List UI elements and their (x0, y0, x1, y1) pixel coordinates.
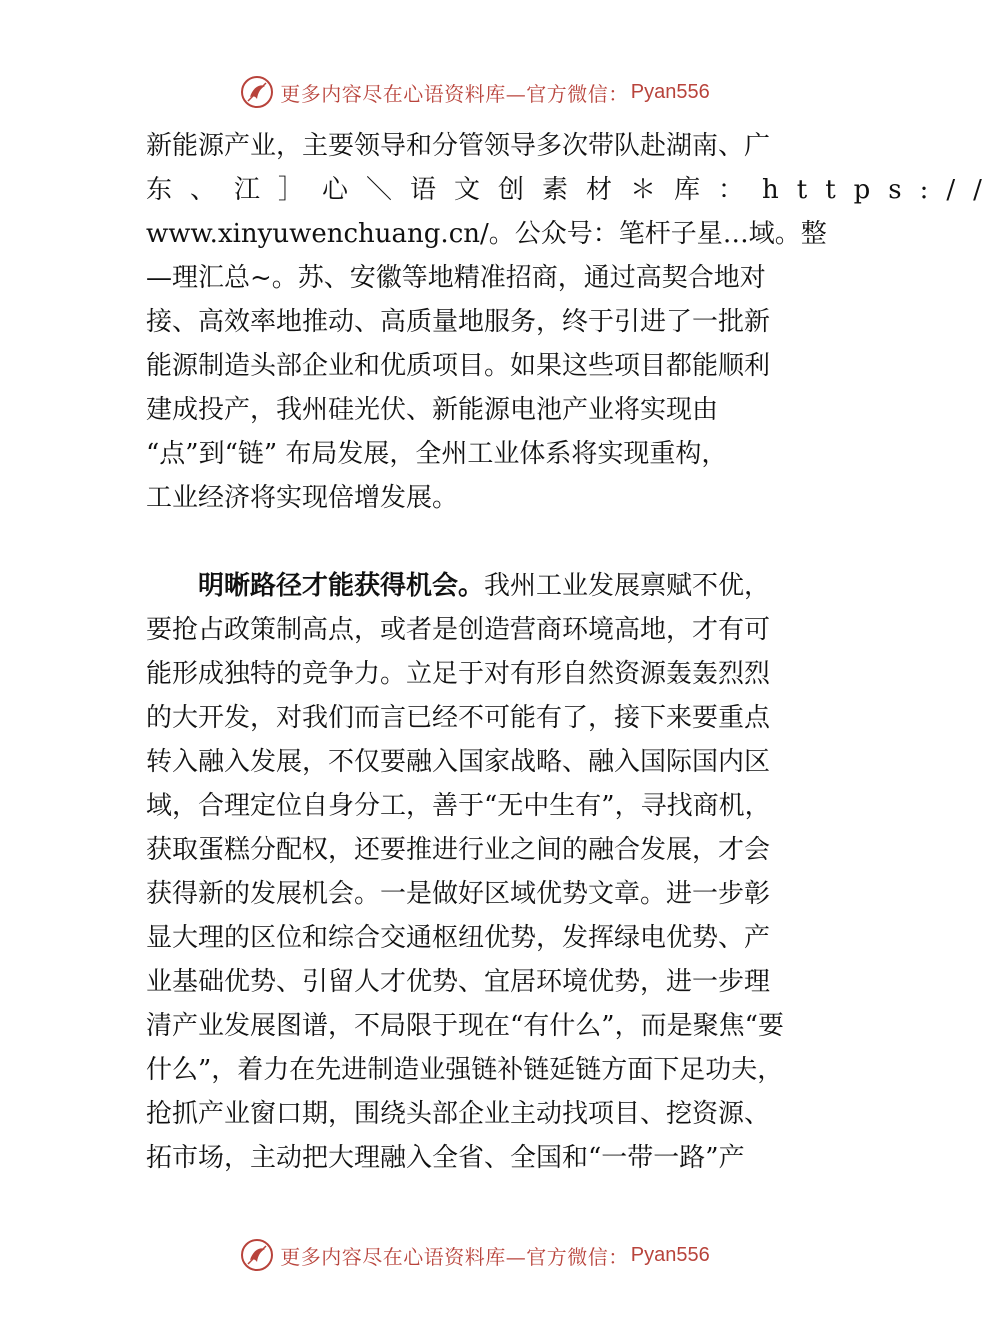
footer-banner (0, 1233, 950, 1277)
text-line: 能源制造头部企业和优质项目。如果这些项目都能顺利 (146, 351, 771, 381)
logo-icon (240, 1238, 274, 1272)
text-line: 什么”，着力在先进制造业强链补链延链方面下足功夫， (146, 1055, 784, 1085)
text-line: 业基础优势、引留人才优势、宜居环境优势，进一步理 (146, 967, 771, 997)
text-line: 要抢占政策制高点，或者是创造营商环境高地，才有可 (146, 615, 771, 645)
banner-account: Pyan556 (630, 80, 710, 103)
text-line: —理汇总~。苏、安徽等地精准招商，通过高契合地对 (146, 263, 766, 293)
banner-brand-text: 更多内容尽在心语资料库—官方微信： (280, 1244, 629, 1269)
paragraph-heading: 明晰路径才能获得机会。 (198, 571, 485, 601)
text-line-content: 东、江］心＼语文创素材＊库：https:// (146, 175, 1000, 205)
text-line: 获取蛋糕分配权，还要推进行业之间的融合发展，才会 (146, 835, 771, 865)
banner-brand-text: 更多内容尽在心语资料库—官方微信： (280, 81, 629, 106)
text-line: 获得新的发展机会。一是做好区域优势文章。进一步彰 (146, 879, 771, 909)
text-line: 接、高效率地推动、高质量地服务，终于引进了一批新 (146, 307, 771, 337)
text-line (146, 168, 1000, 212)
text-line: 显大理的区位和综合交通枢纽优势，发挥绿电优势、产 (146, 923, 771, 953)
logo-icon (240, 75, 274, 109)
paragraph-1 (146, 124, 1000, 520)
text-line: 新能源产业，主要领导和分管领导多次带队赴湖南、广 (146, 131, 771, 161)
text-line: 能形成独特的竞争力。立足于对有形自然资源轰轰烈烈 (146, 659, 771, 689)
text-line: 抢抓产业窗口期，围绕头部企业主动找项目、挖资源、 (146, 1099, 771, 1129)
text-line: 拓市场，主动把大理融入全省、全国和“一带一路”产 (146, 1143, 745, 1173)
text-line: 的大开发，对我们而言已经不可能有了，接下来要重点 (146, 703, 771, 733)
banner-account: Pyan556 (630, 1243, 710, 1266)
text-line-content: 我州工业发展禀赋不优， (484, 571, 771, 601)
text-line: 转入融入发展，不仅要融入国家战略、融入国际国内区 (146, 747, 771, 777)
paragraph-2 (146, 564, 810, 1180)
text-line: 建成投产，我州硅光伏、新能源电池产业将实现由 (146, 395, 719, 425)
text-line: 工业经济将实现倍增发展。 (146, 483, 459, 513)
document-body (146, 124, 1000, 1180)
text-line: “点”到“链” 布局发展，全州工业体系将实现重构， (146, 439, 728, 469)
text-line: 清产业发展图谱，不局限于现在“有什么”，而是聚焦“要 (146, 1011, 784, 1041)
paragraph-gap (146, 520, 810, 564)
text-line (146, 564, 810, 608)
text-line: www.xinyuwenchuang.cn/。公众号：笔杆子星…域。整 (146, 219, 827, 249)
text-line: 域，合理定位自身分工，善于“无中生有”，寻找商机， (146, 791, 771, 821)
header-banner (0, 70, 950, 114)
